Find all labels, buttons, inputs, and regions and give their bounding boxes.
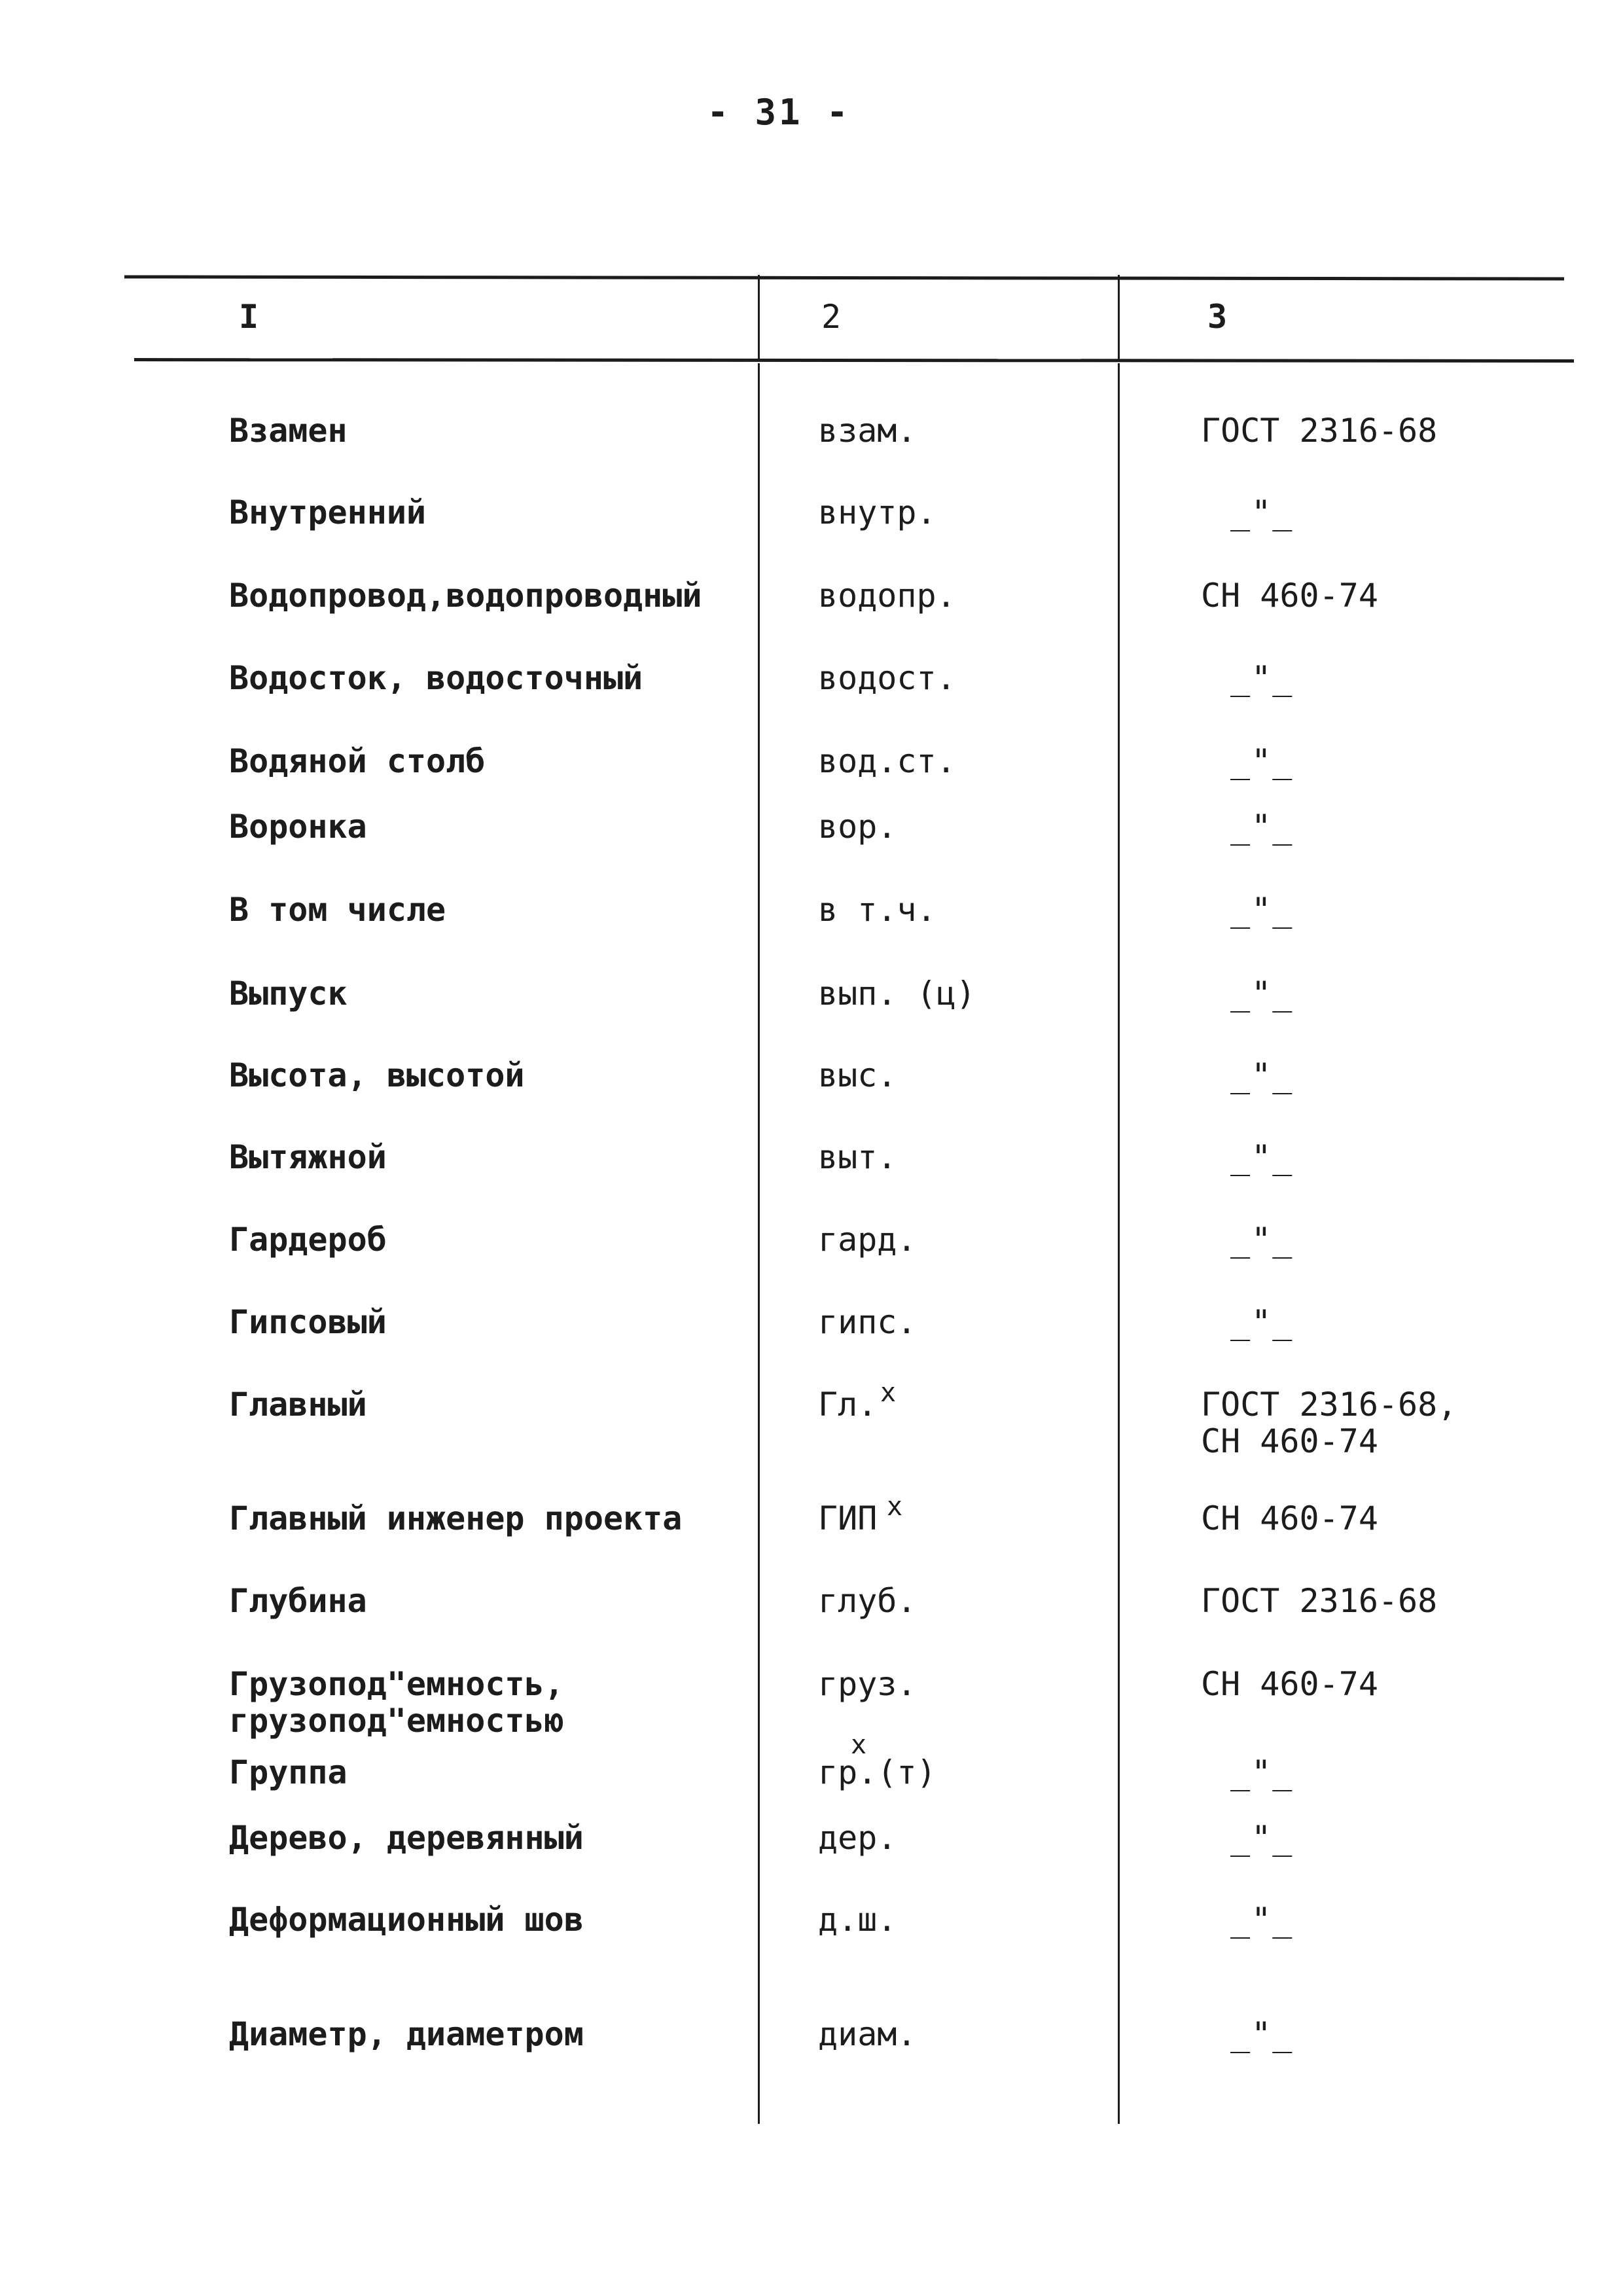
- table-top-rule: [124, 275, 1564, 280]
- abbreviation-text: вып. (ц): [818, 975, 976, 1013]
- abbreviation-cell: [818, 1901, 1106, 1938]
- abbreviation-cell: [818, 660, 1106, 696]
- table-header-rule: [134, 358, 1574, 363]
- source-cell: _"_: [1230, 808, 1294, 846]
- term-cell: Гипсовый: [229, 1303, 387, 1341]
- source-cell: ГОСТ 2316-68: [1201, 412, 1438, 450]
- abbreviation-cell: [818, 1304, 1106, 1340]
- source-cell: _"_: [1230, 1901, 1294, 1939]
- term-cell: Деформационный шов: [229, 1901, 584, 1939]
- abbreviation-cell: [818, 891, 1106, 928]
- column-divider-1: [758, 275, 760, 360]
- term-cell: Дерево, деревянный: [229, 1819, 584, 1857]
- column-divider-1-body: [758, 363, 760, 2124]
- abbreviation-text: выс.: [818, 1056, 897, 1094]
- source-cell: _"_: [1230, 891, 1294, 929]
- term-cell: Гардероб: [229, 1221, 387, 1259]
- source-cell: _"_: [1230, 493, 1294, 531]
- abbreviation-text: д.ш.: [818, 1901, 897, 1939]
- abbreviation-text: вор.: [818, 808, 897, 846]
- abbreviation-cell: [818, 1492, 1106, 1537]
- term-cell: Водяной столб: [229, 742, 486, 780]
- source-cell: _"_: [1230, 1221, 1294, 1259]
- term-cell: В том числе: [229, 891, 446, 929]
- page-number: - 31 -: [707, 92, 851, 133]
- abbreviation-text: водост.: [818, 659, 956, 697]
- abbreviation-cell: [818, 2016, 1106, 2053]
- abbreviation-cell: [818, 1730, 1106, 1791]
- term-cell: Главный инженер проекта: [229, 1499, 683, 1537]
- term-cell: Выпуск: [229, 975, 348, 1013]
- source-cell: _"_: [1230, 2015, 1294, 2053]
- abbreviation-cell: [818, 1378, 1106, 1424]
- footnote-mark: x: [880, 1378, 897, 1408]
- abbreviation-cell: [818, 975, 1106, 1012]
- source-cell: _"_: [1230, 1138, 1294, 1176]
- abbreviation-cell: [818, 1820, 1106, 1856]
- term-cell: Вытяжной: [229, 1138, 387, 1176]
- footnote-mark: x: [851, 1730, 867, 1760]
- column-divider-2: [1118, 275, 1120, 360]
- source-cell: _"_: [1230, 659, 1294, 697]
- abbreviation-text: диам.: [818, 2015, 917, 2053]
- source-cell: _"_: [1230, 1056, 1294, 1094]
- abbreviation-text: груз.: [818, 1665, 917, 1703]
- abbreviation-cell: [818, 412, 1106, 449]
- source-cell: ГОСТ 2316-68, СН 460-74: [1201, 1386, 1457, 1460]
- column-header-3: 3: [1207, 298, 1228, 336]
- abbreviation-cell: [818, 743, 1106, 780]
- term-cell: Высота, высотой: [229, 1056, 525, 1094]
- footnote-mark: x: [887, 1492, 903, 1522]
- abbreviation-text: гард.: [818, 1221, 917, 1259]
- abbreviation-cell: [818, 1221, 1106, 1258]
- source-cell: _"_: [1230, 742, 1294, 780]
- column-header-2: 2: [821, 298, 842, 336]
- abbreviation-text: в т.ч.: [818, 891, 936, 929]
- abbreviation-cell: [818, 577, 1106, 614]
- abbreviation-text: Гл.: [818, 1386, 878, 1424]
- term-cell: Взамен: [229, 412, 348, 450]
- term-cell: Грузопод"емность, грузопод"емностью: [229, 1665, 564, 1740]
- abbreviation-text: гипс.: [818, 1303, 917, 1341]
- abbreviation-text: глуб.: [818, 1582, 917, 1620]
- term-cell: Диаметр, диаметром: [229, 2015, 584, 2053]
- column-divider-2-body: [1118, 363, 1120, 2124]
- abbreviation-text: ГИП: [818, 1499, 878, 1537]
- source-cell: _"_: [1230, 1303, 1294, 1341]
- abbreviation-text: вод.ст.: [818, 742, 956, 780]
- abbreviation-text: дер.: [818, 1819, 897, 1857]
- source-cell: СН 460-74: [1201, 1499, 1378, 1537]
- abbreviation-cell: [818, 1057, 1106, 1094]
- source-cell: _"_: [1230, 1819, 1294, 1857]
- source-cell: СН 460-74: [1201, 1665, 1378, 1703]
- abbreviation-cell: [818, 1666, 1106, 1702]
- term-cell: Воронка: [229, 808, 367, 846]
- term-cell: Водопровод,водопроводный: [229, 577, 702, 615]
- source-cell: СН 460-74: [1201, 577, 1378, 615]
- abbreviation-text: гр.(т): [818, 1753, 936, 1791]
- term-cell: Главный: [229, 1386, 367, 1424]
- abbreviation-text: внутр.: [818, 493, 936, 531]
- abbreviation-text: водопр.: [818, 577, 956, 615]
- source-cell: ГОСТ 2316-68: [1201, 1582, 1438, 1620]
- column-header-1: I: [239, 298, 259, 336]
- source-cell: _"_: [1230, 1753, 1294, 1791]
- abbreviation-cell: [818, 494, 1106, 531]
- source-cell: _"_: [1230, 975, 1294, 1013]
- abbreviation-cell: [818, 1139, 1106, 1175]
- abbreviation-cell: [818, 1583, 1106, 1619]
- term-cell: Внутренний: [229, 493, 427, 531]
- term-cell: Группа: [229, 1753, 348, 1791]
- abbreviation-cell: [818, 808, 1106, 845]
- term-cell: Водосток, водосточный: [229, 659, 643, 697]
- abbreviation-text: выт.: [818, 1138, 897, 1176]
- term-cell: Глубина: [229, 1582, 367, 1620]
- abbreviation-text: взам.: [818, 412, 917, 450]
